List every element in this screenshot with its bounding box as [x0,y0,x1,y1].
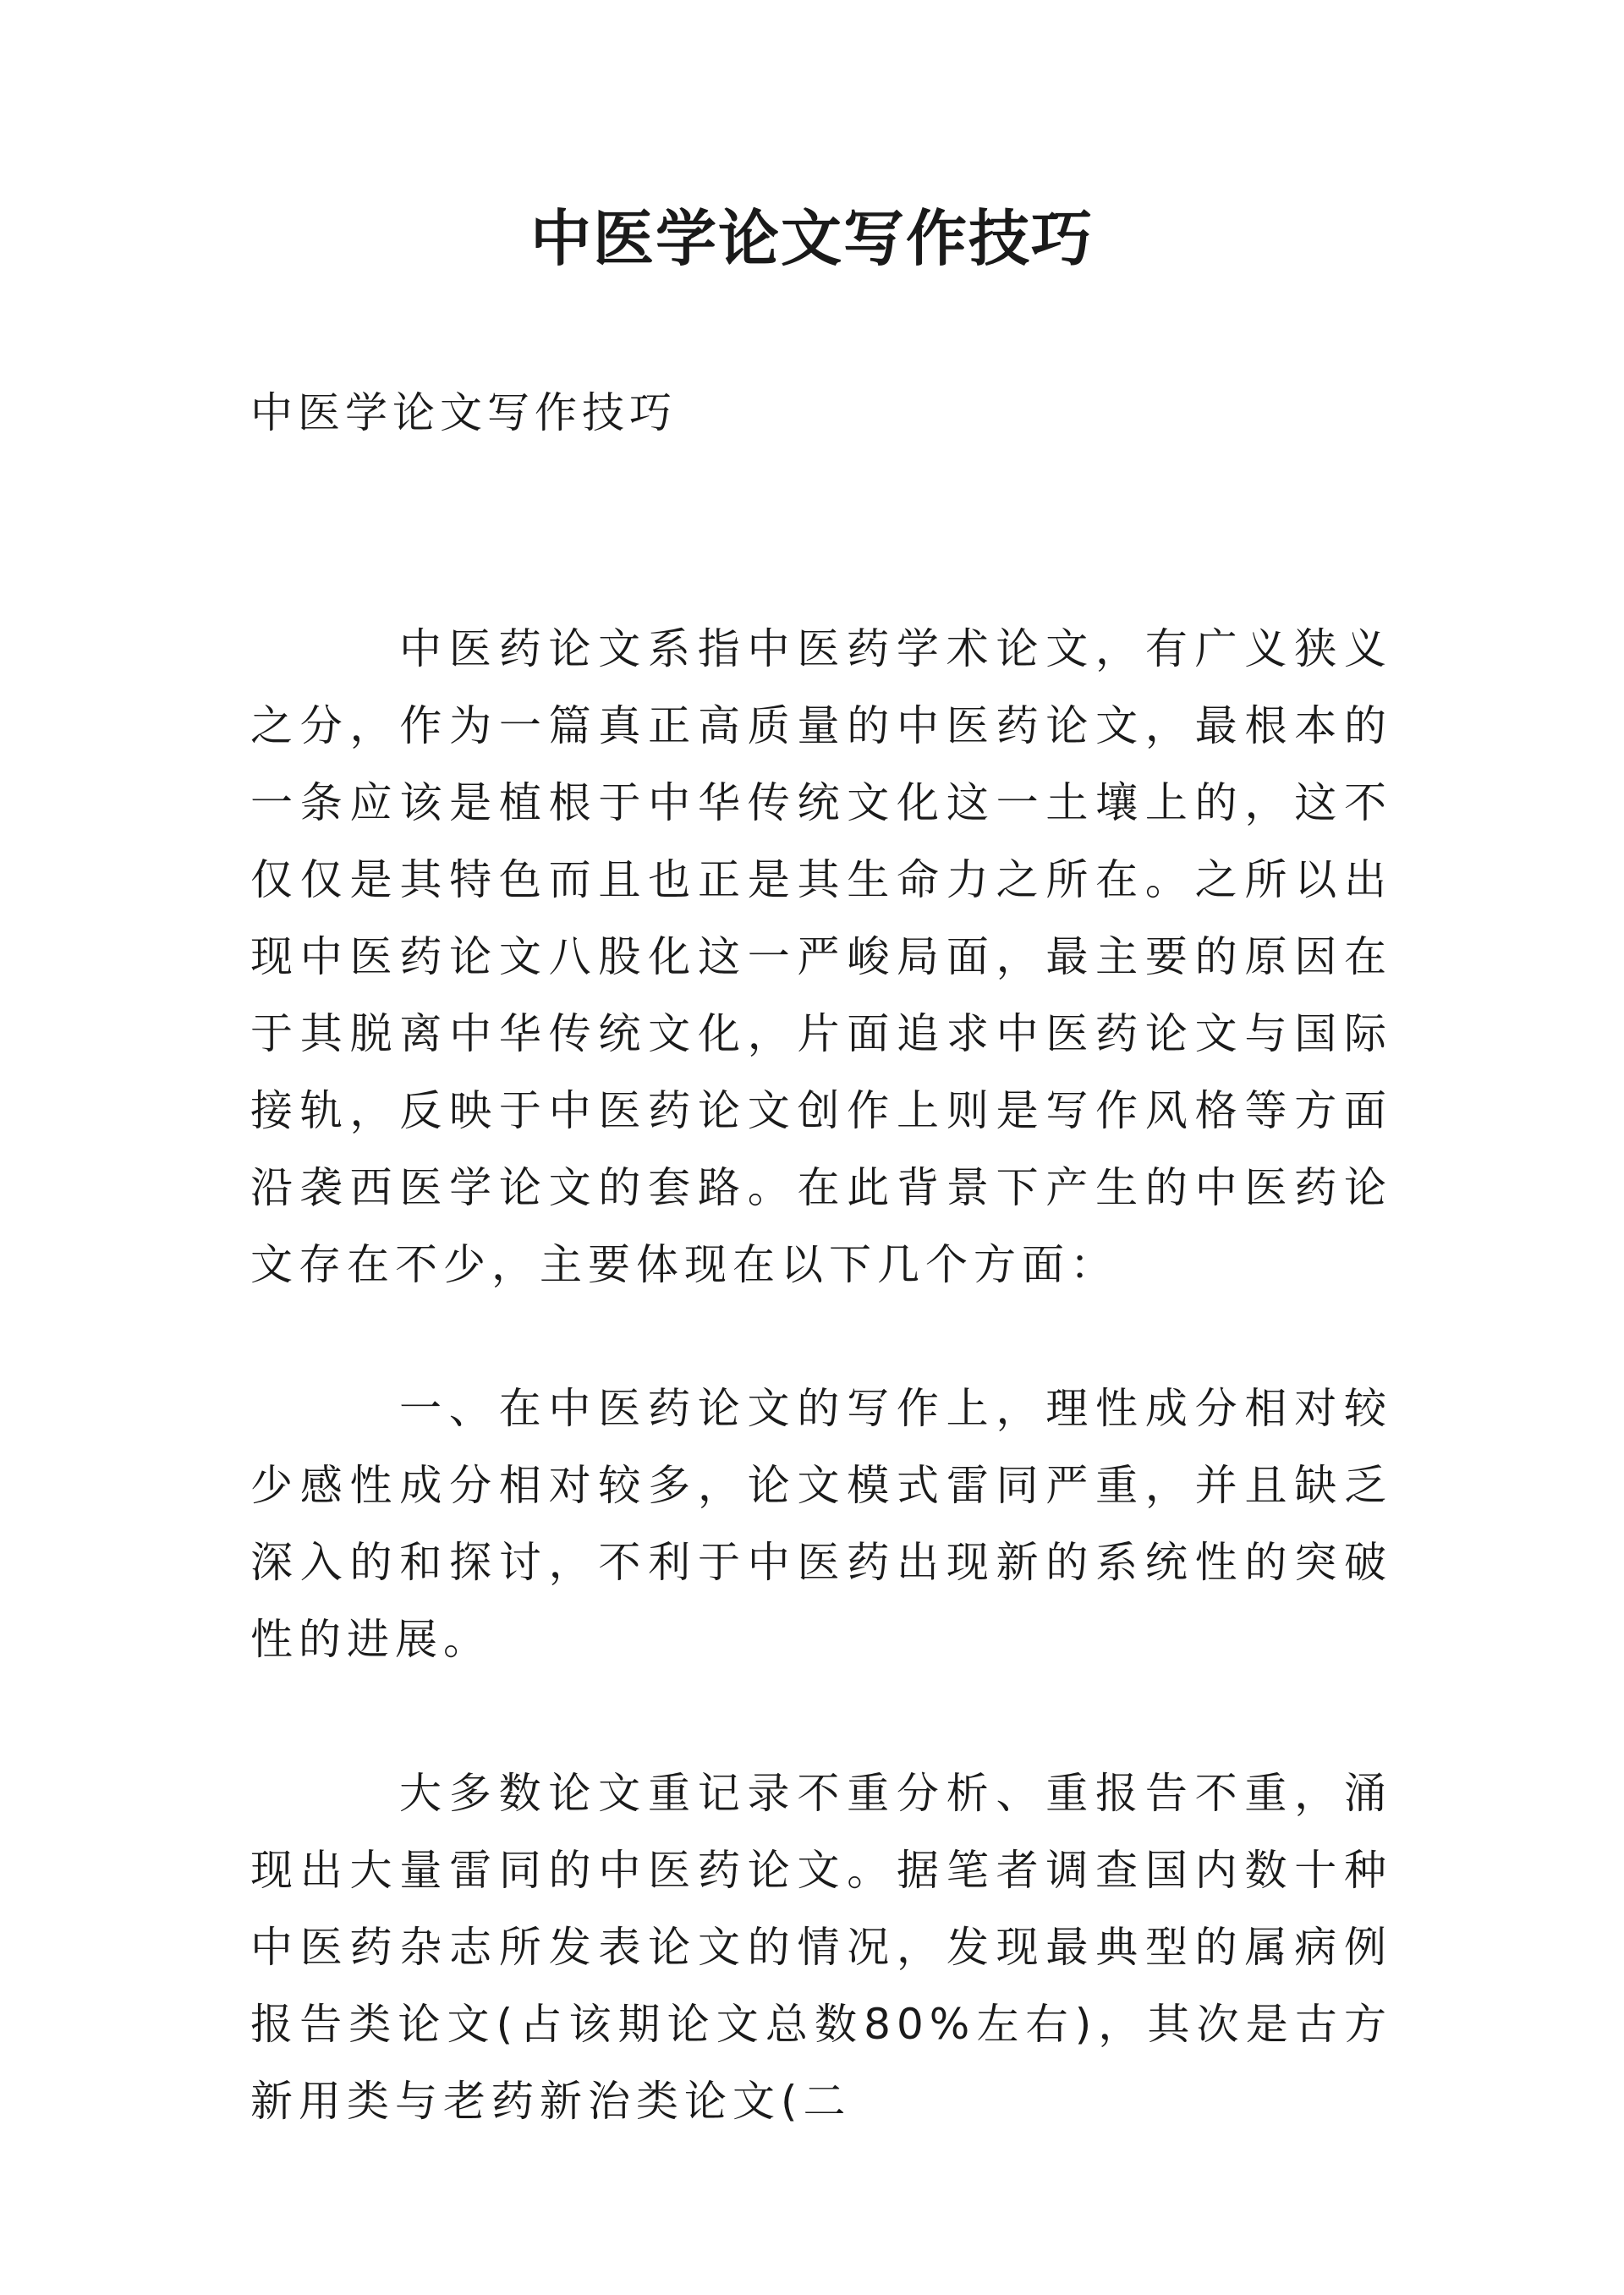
paragraph-analysis: 大多数论文重记录不重分析、重报告不重，涌现出大量雷同的中医药论文。据笔者调查国内数十种中医药杂志所发表论文的情况，发现最典型的属病例报告类论文(占该期论文总数80%左右)，其次是古方新用类与老药新治类论文(二 [250,1769,1392,2126]
document-subtitle: 中医学论文写作技巧 [250,388,677,437]
paragraph-point-one: 一、在中医药论文的写作上，理性成分相对较少感性成分相对较多，论文模式雷同严重，并且缺乏深入的和探讨，不利于中医药出现新的系统性的突破性的进展。 [250,1384,1392,1664]
document-title: 中医学论文写作技巧 [529,202,1094,274]
paragraph-intro: 中医药论文系指中医药学术论文，有广义狭义之分，作为一篇真正高质量的中医药论文，最根本的一条应该是植根于中华传统文化这一土壤上的，这不仅仅是其特色而且也正是其生命力之所在。之所以出现中医药论文八股化这一严峻局面，最主要的原因在于其脱离中华传统文化，片面追求中医药论文与国际接轨，反映于中医药论文创作上则是写作风格等方面沿袭西医学论文的套路。在此背景下产生的中医药论文存在不少，主要体现在以下几个方面： [250,624,1392,1289]
